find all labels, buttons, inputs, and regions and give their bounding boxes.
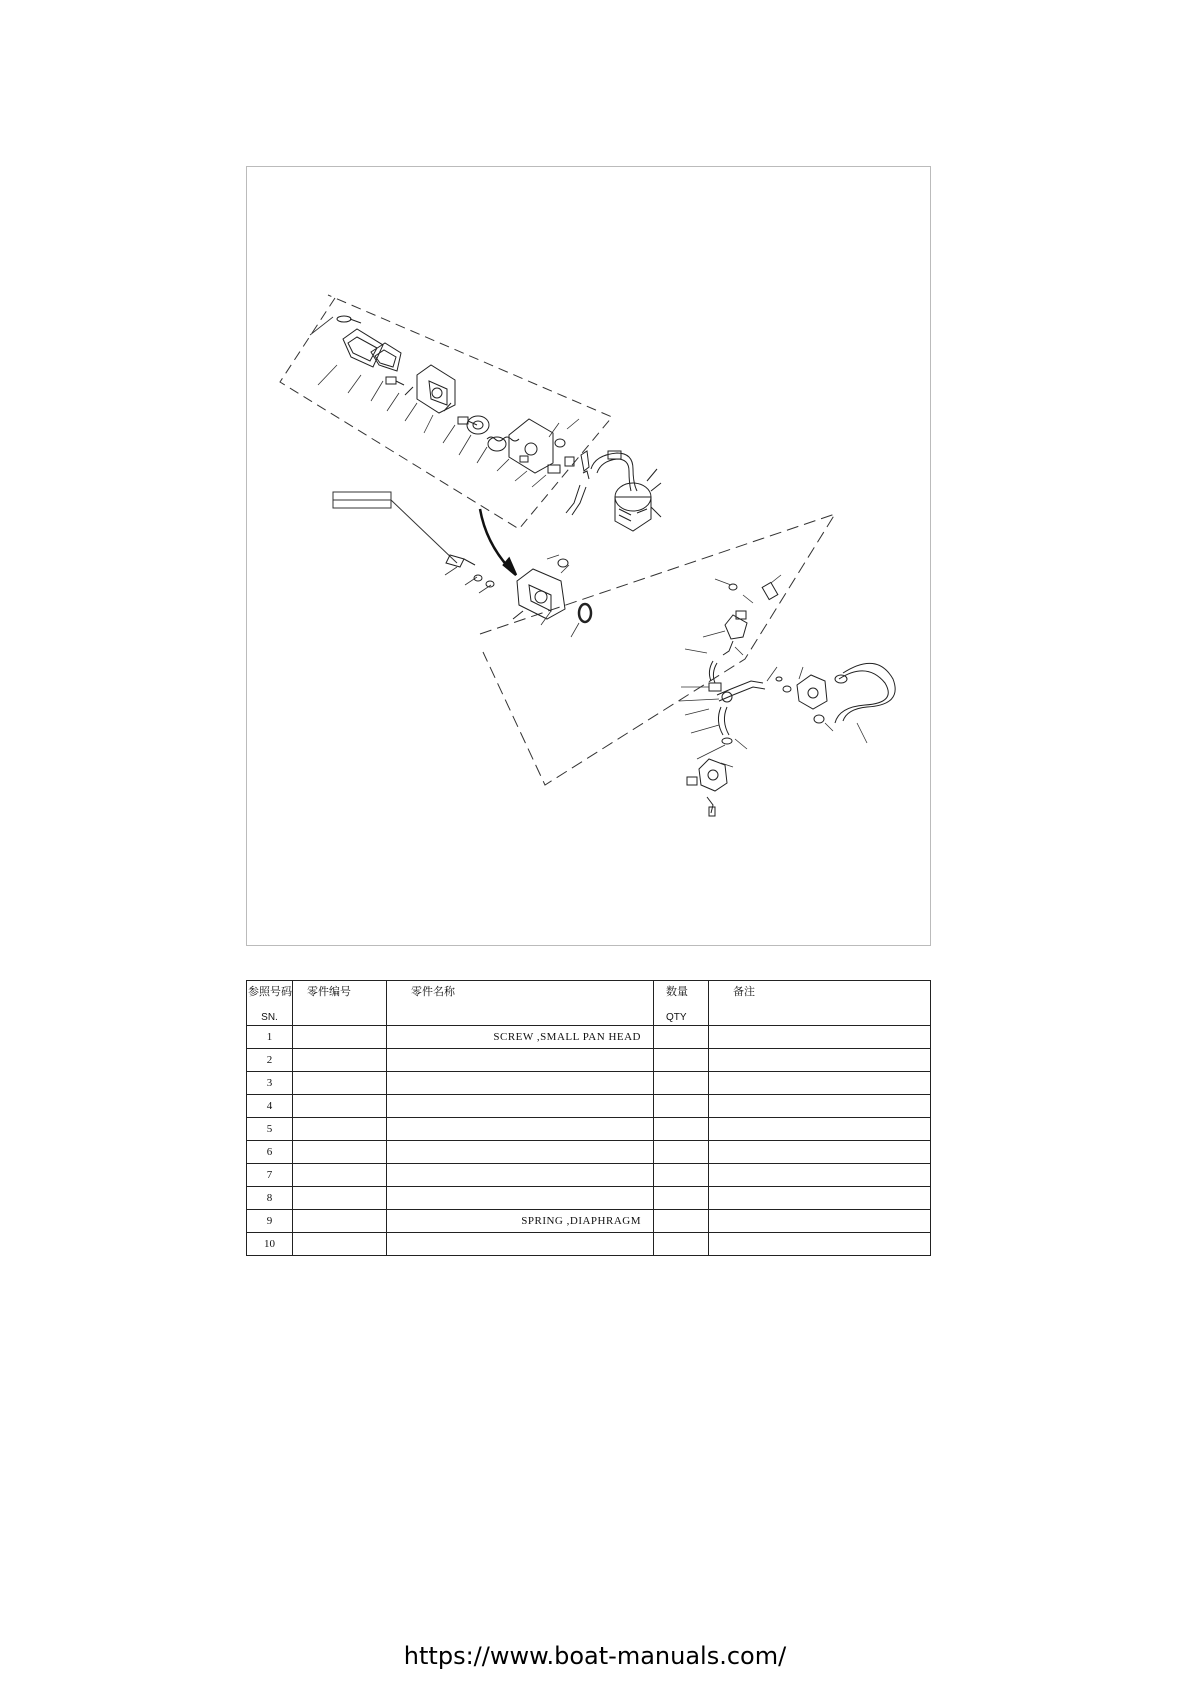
- table-row: [247, 1187, 931, 1210]
- header-part-no: [293, 981, 387, 1026]
- sn-cell: 3: [247, 1072, 293, 1095]
- pump-assembly-parts: [337, 316, 589, 479]
- qty-cell: [654, 1026, 709, 1049]
- part-no-cell: [293, 1095, 387, 1118]
- part-name-cell: [387, 1049, 654, 1072]
- part-no-cell: [293, 1210, 387, 1233]
- header-qty-en: QTY: [666, 1012, 687, 1023]
- exploded-fuel-pump-diagram: [247, 167, 930, 945]
- header-sn-en: SN.: [261, 1012, 278, 1023]
- qty-cell: [654, 1187, 709, 1210]
- fuel-hose-upper: [566, 451, 637, 515]
- part-no-cell: [293, 1164, 387, 1187]
- qty-cell: [654, 1118, 709, 1141]
- assembly-arrow: [480, 509, 516, 575]
- qty-cell: [654, 1095, 709, 1118]
- part-name-cell: [387, 1187, 654, 1210]
- part-no-cell: [293, 1187, 387, 1210]
- pump-body-lower: [446, 555, 591, 622]
- header-part-name: [387, 981, 654, 1026]
- part-name-cell: SCREW ,SMALL PAN HEAD: [387, 1026, 654, 1049]
- qty-cell: [654, 1072, 709, 1095]
- remarks-cell: [709, 1141, 931, 1164]
- parts-diagram-frame: [246, 166, 931, 946]
- remarks-cell: [709, 1210, 931, 1233]
- table-row: [247, 1072, 931, 1095]
- parts-table-body: [247, 1026, 931, 1256]
- remarks-cell: [709, 1187, 931, 1210]
- table-row: [247, 1210, 931, 1233]
- part-no-cell: [293, 1026, 387, 1049]
- part-name-cell: [387, 1118, 654, 1141]
- sn-cell: 5: [247, 1118, 293, 1141]
- header-remarks: [709, 981, 931, 1026]
- part-name-cell: [387, 1072, 654, 1095]
- table-row: [247, 1049, 931, 1072]
- table-row: [247, 1141, 931, 1164]
- fuel-filter-assembly: [615, 469, 661, 531]
- sn-cell: 4: [247, 1095, 293, 1118]
- qty-cell: [654, 1049, 709, 1072]
- table-row: [247, 1233, 931, 1256]
- header-sn: [247, 981, 293, 1026]
- part-no-cell: [293, 1049, 387, 1072]
- sn-cell: 8: [247, 1187, 293, 1210]
- lower-assembly-outline: [480, 514, 835, 785]
- table-row: [247, 1095, 931, 1118]
- remarks-cell: [709, 1233, 931, 1256]
- sn-cell: 1: [247, 1026, 293, 1049]
- part-name-cell: [387, 1141, 654, 1164]
- pump-assembly-outline: [280, 295, 612, 529]
- qty-cell: [654, 1141, 709, 1164]
- header-remarks-cn: 备注: [733, 986, 755, 998]
- part-no-cell: [293, 1118, 387, 1141]
- qty-cell: [654, 1210, 709, 1233]
- remarks-cell: [709, 1095, 931, 1118]
- part-no-cell: [293, 1141, 387, 1164]
- footer-url: [0, 1642, 1190, 1694]
- leader-lines-right: [679, 575, 867, 767]
- header-part-name-cn: 零件名称: [411, 986, 455, 998]
- sn-cell: 7: [247, 1164, 293, 1187]
- parts-list-table: [246, 980, 931, 1256]
- remarks-cell: [709, 1118, 931, 1141]
- header-qty-cn: 数量: [666, 986, 688, 998]
- remarks-cell: [709, 1164, 931, 1187]
- qty-cell: [654, 1233, 709, 1256]
- table-header-row: [247, 981, 931, 1026]
- part-name-cell: SPRING ,DIAPHRAGM: [387, 1210, 654, 1233]
- sn-cell: 6: [247, 1141, 293, 1164]
- footer-url-text: https://www.boat-manuals.com/: [403, 1642, 787, 1670]
- part-no-cell: [293, 1233, 387, 1256]
- callout-label-box: [333, 492, 457, 563]
- header-part-no-cn: 零件编号: [307, 986, 351, 998]
- leader-lines-upper: [310, 317, 579, 487]
- header-sn-cn: 参照号码: [248, 986, 292, 998]
- sn-cell: 9: [247, 1210, 293, 1233]
- part-name-cell: [387, 1233, 654, 1256]
- sn-cell: 2: [247, 1049, 293, 1072]
- header-qty: [654, 981, 709, 1026]
- qty-cell: [654, 1164, 709, 1187]
- remarks-cell: [709, 1072, 931, 1095]
- remarks-cell: [709, 1049, 931, 1072]
- sn-cell: 10: [247, 1233, 293, 1256]
- table-row: [247, 1118, 931, 1141]
- part-name-cell: [387, 1095, 654, 1118]
- part-no-cell: [293, 1072, 387, 1095]
- table-row: [247, 1164, 931, 1187]
- table-row: [247, 1026, 931, 1049]
- remarks-cell: [709, 1026, 931, 1049]
- part-name-cell: [387, 1164, 654, 1187]
